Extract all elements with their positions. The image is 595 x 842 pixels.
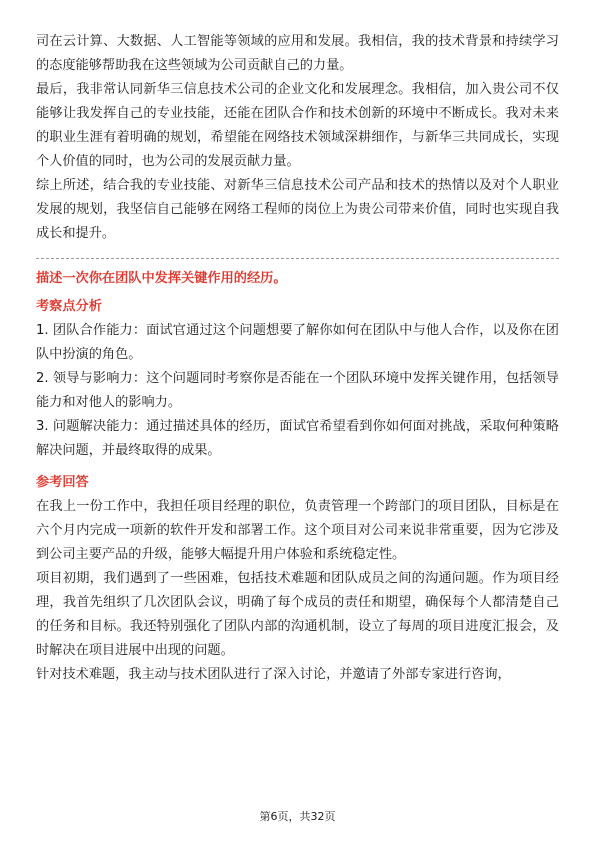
question-title: 描述一次你在团队中发挥关键作用的经历。 — [36, 271, 287, 286]
answer-paragraph: 项目初期，我们遇到了一些困难，包括技术难题和团队成员之间的沟通问题。作为项目经理，我首先组织了几次团队会议，明确了每个成员的责任和期望，确保每个人都清楚自己的任务和目标。我还特别强化了团队内部的沟通机制，设立了每周的项目进度汇报会，及时解决在项目进展中出现的问题。 — [36, 571, 559, 658]
section-divider — [36, 258, 559, 259]
analysis-item: 3. 问题解决能力：通过描述具体的经历，面试官希望看到你如何面对挑战，采取何种策略解决问题，并最终取得的成果。 — [36, 419, 559, 458]
answer-section — [36, 473, 559, 687]
analysis-item: 2. 领导与影响力：这个问题同时考察你是否能在一个团队环境中发挥关键作用，包括领导能力和对他人的影响力。 — [36, 371, 559, 410]
document-page — [36, 30, 559, 687]
analysis-heading: 考察点分析 — [36, 299, 102, 314]
page-number: 第6页，共32页 — [259, 810, 336, 823]
intro-section — [36, 30, 559, 246]
intro-paragraph: 司在云计算、大数据、人工智能等领域的应用和发展。我相信，我的技术背景和持续学习的态度能够帮助我在这些领域为公司贡献自己的力量。 — [36, 34, 559, 73]
analysis-section — [36, 297, 559, 463]
analysis-item: 1. 团队合作能力：面试官通过这个问题想要了解你如何在团队中与他人合作，以及你在团队中扮演的角色。 — [36, 323, 559, 362]
intro-paragraph: 综上所述，结合我的专业技能、对新华三信息技术公司产品和技术的热情以及对个人职业发展的规划，我坚信自己能够在网络工程师的岗位上为贵公司带来价值，同时也实现自我成长和提升。 — [36, 178, 559, 241]
answer-paragraph: 针对技术难题，我主动与技术团队进行了深入讨论，并邀请了外部专家进行咨询， — [36, 667, 511, 682]
intro-paragraph: 最后，我非常认同新华三信息技术公司的企业文化和发展理念。我相信，加入贵公司不仅能够让我发挥自己的专业技能，还能在团队合作和技术创新的环境中不断成长。我对未来的职业生涯有着明确的规划，希望能在网络技术领域深耕细作，与新华三共同成长，实现个人价值的同时，也为公司的发展贡献力量。 — [36, 82, 559, 169]
answer-paragraph: 在我上一份工作中，我担任项目经理的职位，负责管理一个跨部门的项目团队，目标是在六个月内完成一项新的软件开发和部署工作。这个项目对公司来说非常重要，因为它涉及到公司主要产品的升级，能够大幅提升用户体验和系统稳定性。 — [36, 499, 559, 562]
answer-heading: 参考回答 — [36, 475, 89, 490]
page-footer — [0, 809, 595, 825]
